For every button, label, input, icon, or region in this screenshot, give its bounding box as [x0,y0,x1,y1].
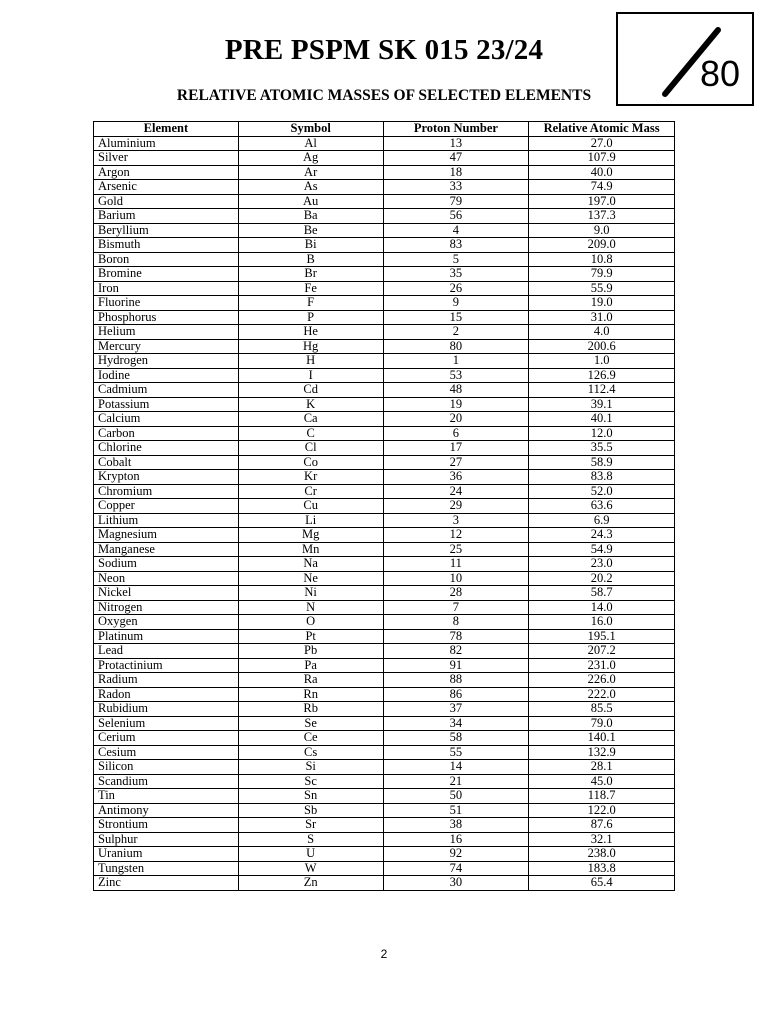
relative-atomic-mass-cell: 226.0 [529,673,675,688]
table-row [94,832,675,847]
relative-atomic-mass-cell: 32.1 [529,832,675,847]
symbol-cell: Mg [238,528,383,543]
table-row [94,354,675,369]
element-name-cell: Platinum [94,629,239,644]
table-row [94,557,675,572]
relative-atomic-mass-cell: 58.7 [529,586,675,601]
proton-number-cell: 9 [383,296,529,311]
table-row [94,339,675,354]
proton-number-cell: 48 [383,383,529,398]
element-name-cell: Silver [94,151,239,166]
element-name-cell: Strontium [94,818,239,833]
symbol-cell: Ce [238,731,383,746]
element-name-cell: Bromine [94,267,239,282]
relative-atomic-mass-cell: 54.9 [529,542,675,557]
table-row [94,629,675,644]
relative-atomic-mass-cell: 40.1 [529,412,675,427]
table-row [94,600,675,615]
proton-number-cell: 7 [383,600,529,615]
symbol-cell: Se [238,716,383,731]
symbol-cell: U [238,847,383,862]
relative-atomic-mass-cell: 140.1 [529,731,675,746]
element-name-cell: Cerium [94,731,239,746]
relative-atomic-mass-cell: 74.9 [529,180,675,195]
page-number: 2 [380,947,388,961]
page-title: PRE PSPM SK 015 23/24 [224,34,544,66]
element-name-cell: Tungsten [94,861,239,876]
proton-number-cell: 14 [383,760,529,775]
table-row [94,223,675,238]
relative-atomic-mass-cell: 83.8 [529,470,675,485]
proton-number-cell: 86 [383,687,529,702]
element-name-cell: Mercury [94,339,239,354]
symbol-cell: Pa [238,658,383,673]
proton-number-cell: 8 [383,615,529,630]
proton-number-cell: 37 [383,702,529,717]
table-body [94,136,675,890]
symbol-cell: Rn [238,687,383,702]
element-name-cell: Bismuth [94,238,239,253]
relative-atomic-mass-cell: 137.3 [529,209,675,224]
table-row [94,296,675,311]
element-name-cell: Oxygen [94,615,239,630]
relative-atomic-mass-cell: 10.8 [529,252,675,267]
proton-number-cell: 26 [383,281,529,296]
symbol-cell: H [238,354,383,369]
symbol-cell: Ni [238,586,383,601]
proton-number-cell: 55 [383,745,529,760]
table-row [94,542,675,557]
symbol-cell: N [238,600,383,615]
symbol-cell: K [238,397,383,412]
element-name-cell: Calcium [94,412,239,427]
table-row [94,397,675,412]
table-row [94,745,675,760]
table-row [94,513,675,528]
relative-atomic-mass-cell: 132.9 [529,745,675,760]
proton-number-cell: 34 [383,716,529,731]
proton-number-cell: 53 [383,368,529,383]
table-row [94,760,675,775]
proton-number-cell: 83 [383,238,529,253]
relative-atomic-mass-cell: 195.1 [529,629,675,644]
proton-number-cell: 56 [383,209,529,224]
element-name-cell: Lithium [94,513,239,528]
element-name-cell: Radium [94,673,239,688]
element-name-cell: Cobalt [94,455,239,470]
table-row [94,441,675,456]
proton-number-cell: 5 [383,252,529,267]
symbol-cell: As [238,180,383,195]
table-row [94,731,675,746]
proton-number-cell: 28 [383,586,529,601]
symbol-cell: Sb [238,803,383,818]
relative-atomic-mass-cell: 6.9 [529,513,675,528]
table-row [94,426,675,441]
proton-number-cell: 11 [383,557,529,572]
element-name-cell: Iron [94,281,239,296]
relative-atomic-mass-cell: 207.2 [529,644,675,659]
proton-number-cell: 50 [383,789,529,804]
column-header-proton-number: Proton Number [383,122,529,137]
table-header-row [94,122,675,137]
proton-number-cell: 91 [383,658,529,673]
symbol-cell: Kr [238,470,383,485]
table-row [94,789,675,804]
symbol-cell: B [238,252,383,267]
table-row [94,136,675,151]
symbol-cell: Rb [238,702,383,717]
symbol-cell: Na [238,557,383,572]
symbol-cell: Ar [238,165,383,180]
element-name-cell: Zinc [94,876,239,891]
element-name-cell: Neon [94,571,239,586]
proton-number-cell: 79 [383,194,529,209]
proton-number-cell: 51 [383,803,529,818]
symbol-cell: Ne [238,571,383,586]
element-name-cell: Helium [94,325,239,340]
relative-atomic-mass-cell: 55.9 [529,281,675,296]
element-name-cell: Phosphorus [94,310,239,325]
table-row [94,571,675,586]
element-name-cell: Chlorine [94,441,239,456]
relative-atomic-mass-cell: 126.9 [529,368,675,383]
symbol-cell: F [238,296,383,311]
table-row [94,151,675,166]
symbol-cell: Pt [238,629,383,644]
symbol-cell: C [238,426,383,441]
relative-atomic-mass-cell: 200.6 [529,339,675,354]
proton-number-cell: 88 [383,673,529,688]
table-title: RELATIVE ATOMIC MASSES OF SELECTED ELEMENTS [176,87,592,104]
proton-number-cell: 47 [383,151,529,166]
score-box [616,12,754,106]
relative-atomic-mass-cell: 28.1 [529,760,675,775]
relative-atomic-mass-cell: 23.0 [529,557,675,572]
proton-number-cell: 21 [383,774,529,789]
symbol-cell: Cu [238,499,383,514]
table-row [94,180,675,195]
proton-number-cell: 74 [383,861,529,876]
element-name-cell: Silicon [94,760,239,775]
proton-number-cell: 13 [383,136,529,151]
symbol-cell: Cr [238,484,383,499]
proton-number-cell: 27 [383,455,529,470]
proton-number-cell: 10 [383,571,529,586]
table-row [94,194,675,209]
symbol-cell: Cd [238,383,383,398]
symbol-cell: Hg [238,339,383,354]
table-row [94,803,675,818]
element-name-cell: Barium [94,209,239,224]
relative-atomic-mass-cell: 58.9 [529,455,675,470]
element-name-cell: Fluorine [94,296,239,311]
table-row [94,818,675,833]
element-name-cell: Cadmium [94,383,239,398]
symbol-cell: Si [238,760,383,775]
proton-number-cell: 4 [383,223,529,238]
element-name-cell: Rubidium [94,702,239,717]
element-name-cell: Arsenic [94,180,239,195]
symbol-cell: S [238,832,383,847]
table-row [94,774,675,789]
table-row [94,455,675,470]
symbol-cell: P [238,310,383,325]
element-name-cell: Argon [94,165,239,180]
proton-number-cell: 82 [383,644,529,659]
proton-number-cell: 29 [383,499,529,514]
table-row [94,658,675,673]
proton-number-cell: 17 [383,441,529,456]
relative-atomic-mass-cell: 20.2 [529,571,675,586]
table-row [94,281,675,296]
proton-number-cell: 25 [383,542,529,557]
proton-number-cell: 35 [383,267,529,282]
proton-number-cell: 20 [383,412,529,427]
atomic-mass-table [93,121,675,891]
element-name-cell: Beryllium [94,223,239,238]
element-name-cell: Scandium [94,774,239,789]
table-row [94,165,675,180]
proton-number-cell: 30 [383,876,529,891]
symbol-cell: Au [238,194,383,209]
table-row [94,325,675,340]
proton-number-cell: 38 [383,818,529,833]
column-header-symbol: Symbol [238,122,383,137]
symbol-cell: Be [238,223,383,238]
proton-number-cell: 2 [383,325,529,340]
score-total: 80 [700,53,741,94]
relative-atomic-mass-cell: 31.0 [529,310,675,325]
relative-atomic-mass-cell: 14.0 [529,600,675,615]
relative-atomic-mass-cell: 9.0 [529,223,675,238]
element-name-cell: Manganese [94,542,239,557]
element-name-cell: Cesium [94,745,239,760]
proton-number-cell: 92 [383,847,529,862]
relative-atomic-mass-cell: 238.0 [529,847,675,862]
relative-atomic-mass-cell: 45.0 [529,774,675,789]
symbol-cell: W [238,861,383,876]
column-header-relative-atomic-mass: Relative Atomic Mass [529,122,675,137]
table-row [94,716,675,731]
symbol-cell: Al [238,136,383,151]
symbol-cell: Co [238,455,383,470]
proton-number-cell: 78 [383,629,529,644]
table-row [94,310,675,325]
element-name-cell: Protactinium [94,658,239,673]
relative-atomic-mass-cell: 65.4 [529,876,675,891]
table-row [94,383,675,398]
symbol-cell: Mn [238,542,383,557]
relative-atomic-mass-cell: 19.0 [529,296,675,311]
symbol-cell: O [238,615,383,630]
column-header-element: Element [94,122,239,137]
symbol-cell: Bi [238,238,383,253]
element-name-cell: Lead [94,644,239,659]
relative-atomic-mass-cell: 40.0 [529,165,675,180]
proton-number-cell: 18 [383,165,529,180]
proton-number-cell: 19 [383,397,529,412]
element-name-cell: Sodium [94,557,239,572]
element-name-cell: Sulphur [94,832,239,847]
relative-atomic-mass-cell: 4.0 [529,325,675,340]
table-row [94,470,675,485]
relative-atomic-mass-cell: 222.0 [529,687,675,702]
relative-atomic-mass-cell: 27.0 [529,136,675,151]
element-name-cell: Tin [94,789,239,804]
symbol-cell: Fe [238,281,383,296]
proton-number-cell: 58 [383,731,529,746]
relative-atomic-mass-cell: 122.0 [529,803,675,818]
symbol-cell: Br [238,267,383,282]
symbol-cell: Zn [238,876,383,891]
table-row [94,238,675,253]
table-row [94,644,675,659]
symbol-cell: Ca [238,412,383,427]
symbol-cell: Sr [238,818,383,833]
element-name-cell: Nitrogen [94,600,239,615]
symbol-cell: Li [238,513,383,528]
symbol-cell: Sc [238,774,383,789]
relative-atomic-mass-cell: 209.0 [529,238,675,253]
proton-number-cell: 12 [383,528,529,543]
proton-number-cell: 6 [383,426,529,441]
relative-atomic-mass-cell: 63.6 [529,499,675,514]
table-row [94,252,675,267]
relative-atomic-mass-cell: 24.3 [529,528,675,543]
element-name-cell: Gold [94,194,239,209]
table-row [94,847,675,862]
element-name-cell: Boron [94,252,239,267]
table-row [94,861,675,876]
relative-atomic-mass-cell: 107.9 [529,151,675,166]
element-name-cell: Selenium [94,716,239,731]
symbol-cell: Sn [238,789,383,804]
relative-atomic-mass-cell: 231.0 [529,658,675,673]
proton-number-cell: 80 [383,339,529,354]
relative-atomic-mass-cell: 35.5 [529,441,675,456]
element-name-cell: Nickel [94,586,239,601]
proton-number-cell: 3 [383,513,529,528]
table-row [94,368,675,383]
relative-atomic-mass-cell: 87.6 [529,818,675,833]
element-name-cell: Aluminium [94,136,239,151]
table-row [94,484,675,499]
symbol-cell: Pb [238,644,383,659]
relative-atomic-mass-cell: 12.0 [529,426,675,441]
relative-atomic-mass-cell: 79.0 [529,716,675,731]
element-name-cell: Krypton [94,470,239,485]
table-row [94,209,675,224]
proton-number-cell: 24 [383,484,529,499]
relative-atomic-mass-cell: 85.5 [529,702,675,717]
symbol-cell: Ag [238,151,383,166]
relative-atomic-mass-cell: 52.0 [529,484,675,499]
element-name-cell: Chromium [94,484,239,499]
element-name-cell: Hydrogen [94,354,239,369]
proton-number-cell: 1 [383,354,529,369]
proton-number-cell: 15 [383,310,529,325]
element-name-cell: Iodine [94,368,239,383]
element-name-cell: Carbon [94,426,239,441]
relative-atomic-mass-cell: 197.0 [529,194,675,209]
relative-atomic-mass-cell: 118.7 [529,789,675,804]
relative-atomic-mass-cell: 79.9 [529,267,675,282]
table-row [94,499,675,514]
relative-atomic-mass-cell: 1.0 [529,354,675,369]
symbol-cell: Ba [238,209,383,224]
proton-number-cell: 33 [383,180,529,195]
element-name-cell: Antimony [94,803,239,818]
table-row [94,673,675,688]
table-row [94,702,675,717]
symbol-cell: He [238,325,383,340]
element-name-cell: Uranium [94,847,239,862]
element-name-cell: Copper [94,499,239,514]
proton-number-cell: 16 [383,832,529,847]
table-row [94,586,675,601]
symbol-cell: Ra [238,673,383,688]
table-row [94,876,675,891]
relative-atomic-mass-cell: 16.0 [529,615,675,630]
symbol-cell: Cl [238,441,383,456]
symbol-cell: Cs [238,745,383,760]
table-row [94,615,675,630]
element-name-cell: Radon [94,687,239,702]
element-name-cell: Magnesium [94,528,239,543]
table-row [94,267,675,282]
table-row [94,412,675,427]
symbol-cell: I [238,368,383,383]
table-row [94,687,675,702]
table-row [94,528,675,543]
relative-atomic-mass-cell: 183.8 [529,861,675,876]
element-name-cell: Potassium [94,397,239,412]
proton-number-cell: 36 [383,470,529,485]
relative-atomic-mass-cell: 112.4 [529,383,675,398]
relative-atomic-mass-cell: 39.1 [529,397,675,412]
